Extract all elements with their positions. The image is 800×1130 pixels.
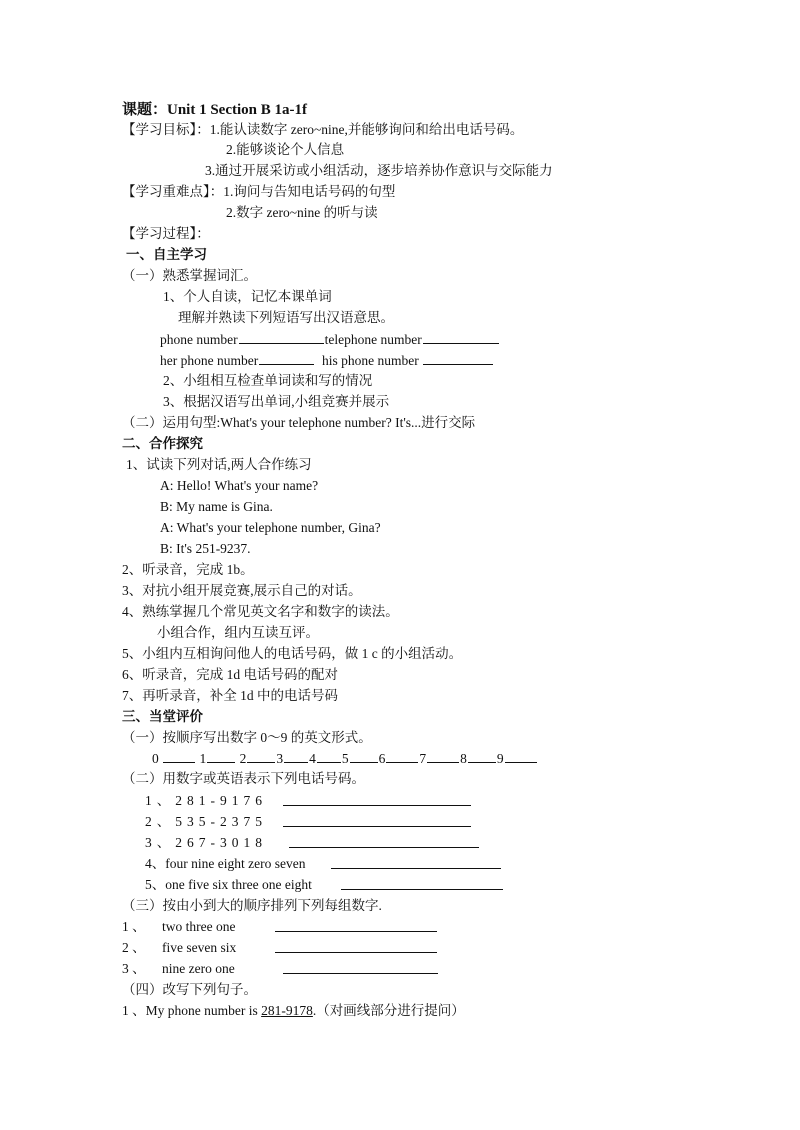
order-row [122,918,146,936]
list-item-note: 小组合作，组内互读互评。 [157,625,319,640]
phone-item: 1、281-9176 [145,793,267,808]
order-num: 2 、 [122,940,146,955]
phone-row [145,813,267,831]
answer-blank[interactable] [247,749,275,763]
list-item: 7、再听录音，补全 1d 中的电话号码 [122,688,338,703]
answer-blank[interactable] [284,749,308,763]
rewrite-item [122,1002,465,1020]
phone-row [145,876,312,894]
phrase: her phone number [160,353,259,368]
list-item: 1、个人自读，记忆本课单词 [163,289,332,304]
digit: 6 [378,751,386,766]
list-item: 3、根据汉语写出单词,小组竞赛并展示 [163,394,390,409]
phone-item: 2、535-2375 [145,814,267,829]
section-heading: 二、合作探究 [122,436,203,451]
answer-blank[interactable] [341,876,503,890]
dialogue-line: B: It's 251-9237. [160,541,251,556]
answer-blank[interactable] [468,749,496,763]
phrase-row [160,351,494,370]
goal-item: 2.能够谈论个人信息 [226,142,345,157]
answer-blank[interactable] [289,834,479,848]
page-title: 课题：Unit 1 Section B 1a-1f [122,102,307,118]
answer-blank[interactable] [427,749,459,763]
list-item: 2、小组相互检查单词读和写的情况 [163,373,373,388]
subsection-heading: （一）熟悉掌握词汇。 [122,268,257,283]
rewrite-prefix: 1 、My phone number is [122,1003,262,1018]
digit: 7 [419,751,427,766]
goal-item: 3.通过开展采访或小组活动，逐步培养协作意识与交际能力 [205,163,553,178]
subsection-heading: （四）改写下列句子。 [122,982,257,997]
order-words: nine zero one [162,961,235,976]
rewrite-suffix: .（对画线部分进行提问） [312,1003,465,1018]
key-point-item: 1.询问与告知电话号码的句型 [223,184,396,199]
order-num: 1 、 [122,919,146,934]
list-item: 6、听录音，完成 1d 电话号码的配对 [122,667,338,682]
answer-blank[interactable] [275,918,437,932]
answer-blank[interactable] [207,749,235,763]
phone-row [145,855,305,873]
digit: 1 [199,751,207,766]
dialogue-line: B: My name is Gina. [160,499,273,514]
answer-blank[interactable] [331,855,501,869]
answer-blank[interactable] [239,330,324,344]
key-point-item: 2.数字 zero~nine 的听与读 [226,205,378,220]
phone-row [145,834,267,852]
digit: 4 [309,751,316,766]
digit: 9 [496,751,504,766]
digit: 5 [341,751,349,766]
order-row [122,960,146,978]
section-heading: 一、自主学习 [126,247,207,262]
answer-blank[interactable] [259,351,314,365]
subsection-heading: （三）按由小到大的顺序排列下列每组数字. [122,898,382,913]
order-num: 3 、 [122,961,146,976]
answer-blank[interactable] [317,749,341,763]
phone-item: 3、267-3018 [145,835,267,850]
answer-blank[interactable] [505,749,537,763]
dialogue-line: A: Hello! What's your name? [160,478,319,493]
digit: 0 [152,751,159,766]
list-item: 5、小组内互相询问他人的电话号码，做 1 c 的小组活动。 [122,646,463,661]
list-item-note: 理解并熟读下列短语写出汉语意思。 [178,310,394,325]
answer-blank[interactable] [283,960,438,974]
phrase: telephone number [324,332,422,347]
list-item: 3、对抗小组开展竞赛,展示自己的对话。 [122,583,362,598]
answer-blank[interactable] [423,351,493,365]
list-item: 2、听录音，完成 1b。 [122,562,254,577]
list-item: 4、熟练掌握几个常见英文名字和数字的读法。 [122,604,399,619]
rewrite-underlined: 281-9178 [261,1003,313,1018]
goals-line-1 [122,121,523,139]
phone-item: 4、four nine eight zero seven [145,856,306,871]
answer-blank[interactable] [283,792,471,806]
subsection-heading: （二）用数字或英语表示下列电话号码。 [122,771,365,786]
answer-blank[interactable] [275,939,437,953]
digits-row [152,749,538,768]
answer-blank[interactable] [386,749,418,763]
answer-blank[interactable] [283,813,471,827]
subsection-heading: （二）运用句型:What's your telephone number? It's...进行交际 [122,415,476,430]
answer-blank[interactable] [163,749,195,763]
order-words: two three one [162,919,236,934]
goal-item: 1.能认读数字 zero~nine,并能够询问和给出电话号码。 [209,122,524,137]
key-points-label: 【学习重难点】： [122,184,224,199]
order-row [122,939,146,957]
digit: 3 [276,751,284,766]
process-label: 【学习过程】： [122,226,210,241]
phrase-row [160,330,500,349]
phone-item: 5、one five six three one eight [145,877,312,892]
subsection-heading: （一）按顺序写出数字 0～9 的英文形式。 [122,730,372,745]
dialogue-line: A: What's your telephone number, Gina? [160,520,381,535]
answer-blank[interactable] [350,749,378,763]
phrase: phone number [160,332,238,347]
answer-blank[interactable] [423,330,499,344]
phone-row [145,792,267,810]
digit: 8 [460,751,467,766]
key-points-line-1 [122,183,395,201]
section-heading: 三、当堂评价 [122,709,203,724]
goals-label: 【学习目标】： [122,122,210,137]
order-words: five seven six [162,940,237,955]
phrase: his phone number [321,353,419,368]
digit: 2 [239,751,247,766]
list-item: 1、试读下列对话,两人合作练习 [126,457,312,472]
